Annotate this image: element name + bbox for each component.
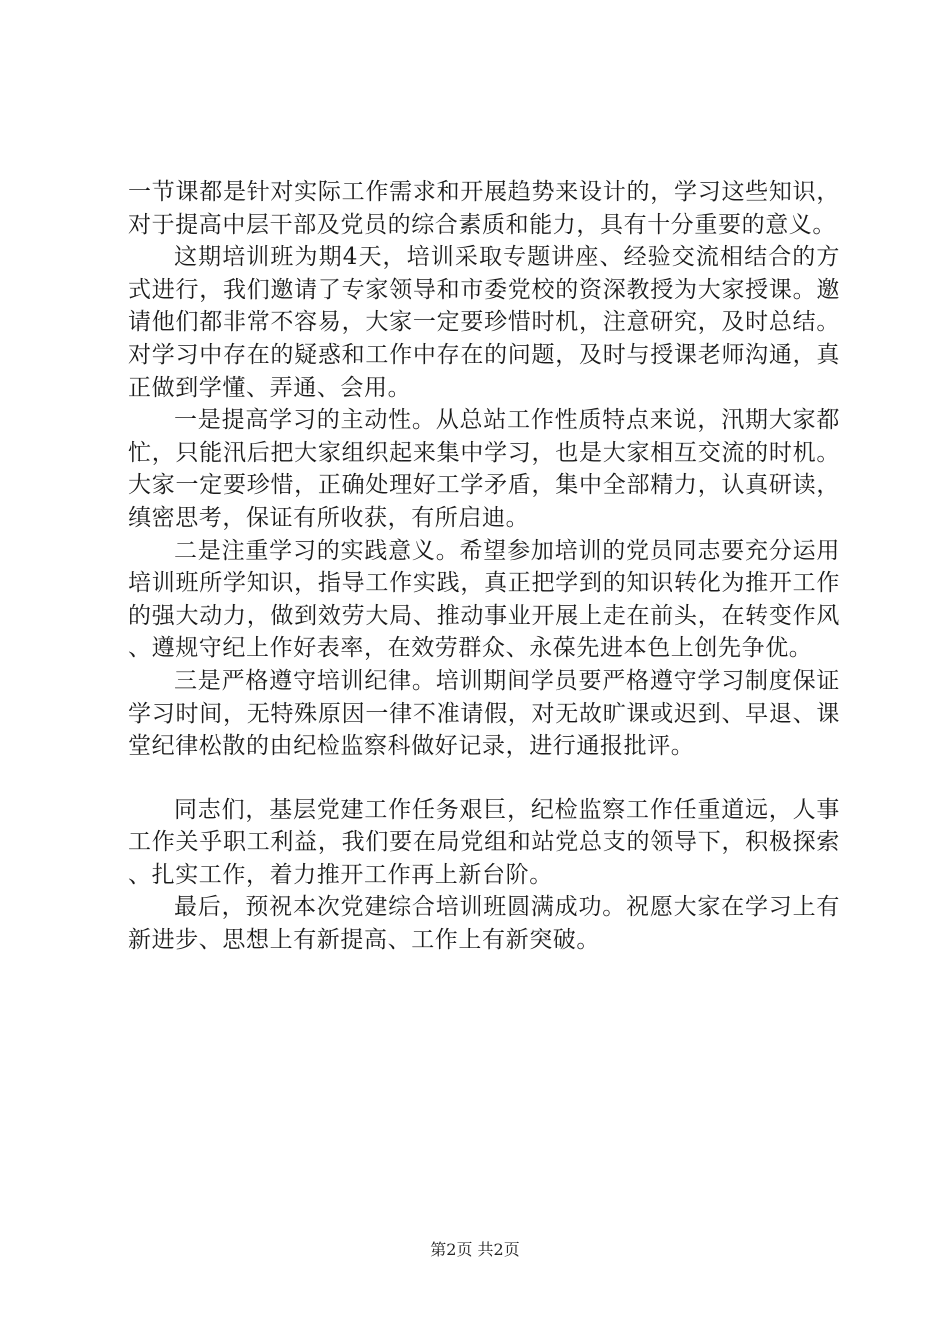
paragraph-continuation: 一节课都是针对实际工作需求和开展趋势来设计的，学习这些知识，对于提高中层干部及党员的综合素质和能力，具有十分重要的意义。 [128, 179, 840, 238]
paragraph-comrades: 同志们，基层党建工作任务艰巨，纪检监察工作任重道远，人事工作关乎职工利益，我们要在局党组和站党总支的领导下，积极探索、扎实工作，着力推开工作再上新台阶。 [128, 796, 840, 888]
paragraph-point-two: 二是注重学习的实践意义。希望参加培训的党员同志要充分运用培训班所学知识，指导工作实践，真正把学到的知识转化为推开工作的强大动力，做到效劳大局、推动事业开展上走在前头，在转变作风、遵规守纪上作好表率，在效劳群众、永葆先进本色上创先争优。 [128, 537, 840, 662]
paragraph-closing-wishes: 最后，预祝本次党建综合培训班圆满成功。祝愿大家在学习上有新进步、思想上有新提高、工作上有新突破。 [128, 894, 840, 954]
paragraph-point-one: 一是提高学习的主动性。从总站工作性质特点来说，汛期大家都忙，只能汛后把大家组织起来集中学习，也是大家相互交流的时机。大家一定要珍惜，正确处理好工学矛盾，集中全部精力，认真研读，缜密思考，保证有所收获，有所启迪。 [128, 407, 840, 531]
page-number-footer: 第2页 共2页 [430, 1240, 520, 1259]
document-body [128, 176, 840, 957]
paragraph-training-overview: 这期培训班为期4天，培训采取专题讲座、经验交流相结合的方式进行，我们邀请了专家领导和市委党校的资深教授为大家授课。邀请他们都非常不容易，大家一定要珍惜时机，注意研究，及时总结。对学习中存在的疑惑和工作中存在的问题，及时与授课老师沟通，真正做到学懂、弄通、会用。 [128, 244, 840, 401]
paragraph-spacer [128, 763, 840, 794]
paragraph-point-three: 三是严格遵守培训纪律。培训期间学员要严格遵守学习制度保证学习时间，无特殊原因一律不准请假，对无故旷课或迟到、早退、课堂纪律松散的由纪检监察科做好记录，进行通报批评。 [128, 667, 840, 760]
